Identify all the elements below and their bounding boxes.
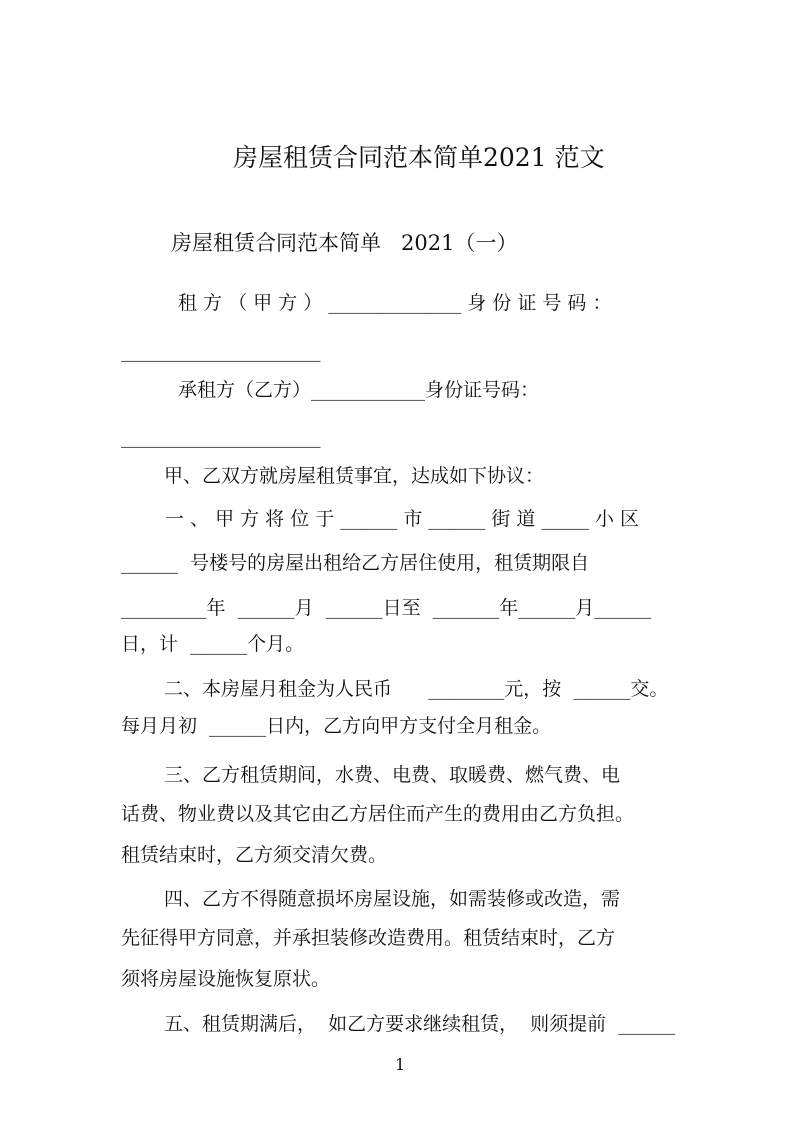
clause-3-line-2: 话费、物业费以及其它由乙方居住而产生的费用由乙方负担。 <box>121 803 635 825</box>
clause-1-line-1: 一 、 甲 方 将 位 于 ______ 市 ______ 街 道 _____ 小 区 <box>165 508 640 530</box>
clause-1-line-2: ______ 号楼号的房屋出租给乙方居住使用，租赁期限自 <box>121 552 590 574</box>
clause-3-line-3: 租赁结束时，乙方须交清欠费。 <box>121 844 388 866</box>
clause-5-line-1: 五、租赁期满后， 如乙方要求继续租赁， 则须提前 ______ <box>164 1013 676 1035</box>
clause-1-line-3: _________年 ______月 ______日至 _______年______月______ <box>121 597 652 619</box>
clause-1-line-4: 日，计 ______个月。 <box>121 633 305 655</box>
page-number: 1 <box>395 1055 406 1074</box>
lessee-line: 承租方（乙方）____________身份证号码： <box>178 379 540 401</box>
agreement-intro: 甲、乙双方就房屋租赁事宜，达成如下协议： <box>164 465 545 487</box>
lessor-id-blank: _____________________ <box>121 340 321 362</box>
clause-4-line-3: 须将房屋设施恢复原状。 <box>121 968 331 990</box>
clause-3-line-1: 三、乙方租赁期间，水费、电费、取暖费、燃气费、电 <box>164 764 621 786</box>
document-title: 房屋租赁合同范本简单2021 范文 <box>233 143 605 172</box>
lessor-line: 租 方 （ 甲 方 ） ______________ 身 份 证 号 码 ： <box>178 292 612 314</box>
clause-4-line-2: 先征得甲方同意，并承担装修改造费用。租赁结束时，乙方 <box>121 927 616 949</box>
clause-2-line-2: 每月月初 ______日内，乙方向甲方支付全月租金。 <box>121 715 552 737</box>
clause-2-line-1: 二、本房屋月租金为人民币 ________元，按 ______交。 <box>164 678 669 700</box>
lessee-id-blank: _____________________ <box>121 426 321 448</box>
clause-4-line-1: 四、乙方不得随意损坏房屋设施，如需装修或改造，需 <box>164 888 621 910</box>
document-subtitle: 房屋租赁合同范本简单 2021（一） <box>171 231 518 255</box>
